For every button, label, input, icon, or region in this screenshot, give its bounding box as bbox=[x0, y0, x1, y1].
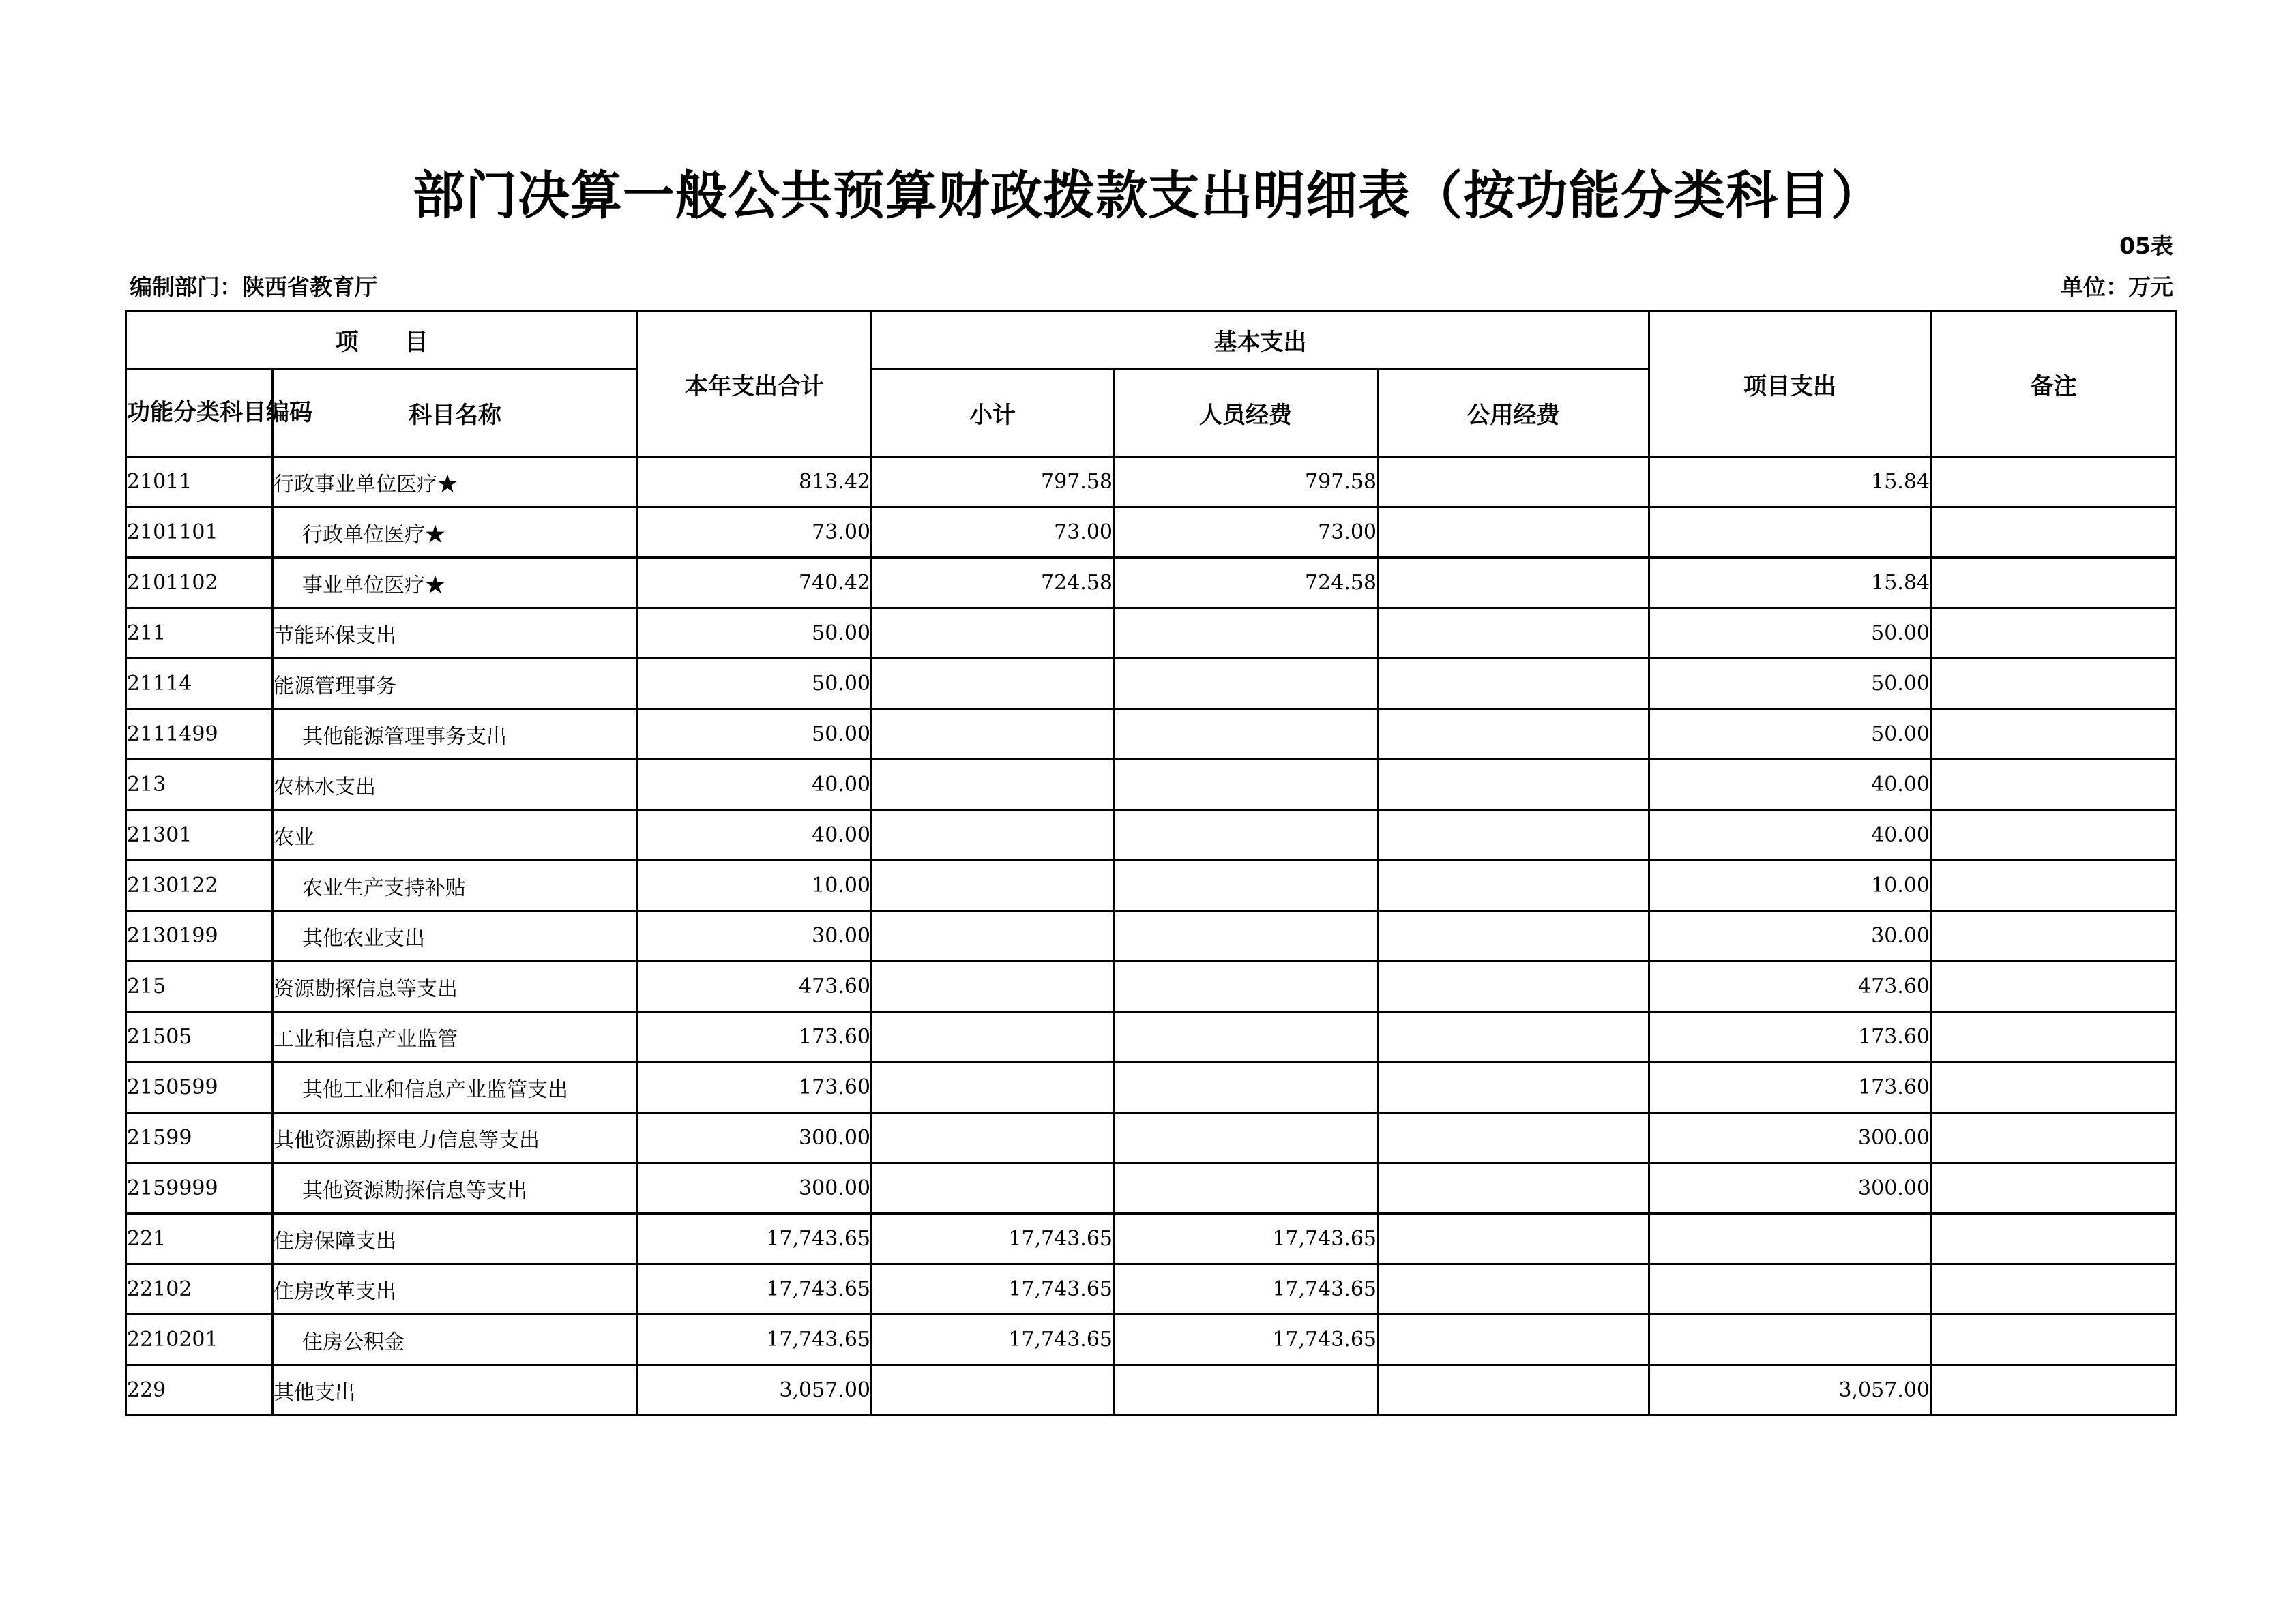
cell-project: 173.60 bbox=[1649, 1062, 1931, 1113]
cell-remark bbox=[1931, 911, 2177, 962]
cell-name: 其他支出 bbox=[273, 1365, 638, 1416]
table-row bbox=[126, 1012, 2177, 1062]
cell-total: 40.00 bbox=[638, 760, 872, 810]
cell-name: 节能环保支出 bbox=[273, 608, 638, 659]
cell-code: 21599 bbox=[126, 1113, 273, 1163]
cell-subtotal bbox=[872, 962, 1114, 1012]
header-code: 功能分类科目编码 bbox=[126, 369, 273, 457]
cell-project: 15.84 bbox=[1649, 558, 1931, 608]
cell-remark bbox=[1931, 1012, 2177, 1062]
cell-subtotal bbox=[872, 1062, 1114, 1113]
cell-name: 农业 bbox=[273, 810, 638, 861]
cell-remark bbox=[1931, 1365, 2177, 1416]
cell-name: 工业和信息产业监管 bbox=[273, 1012, 638, 1062]
cell-code: 211 bbox=[126, 608, 273, 659]
cell-subtotal bbox=[872, 861, 1114, 911]
cell-code: 21011 bbox=[126, 457, 273, 507]
cell-name: 住房保障支出 bbox=[273, 1214, 638, 1264]
cell-name: 农业生产支持补贴 bbox=[273, 861, 638, 911]
cell-personnel bbox=[1114, 861, 1378, 911]
cell-personnel bbox=[1114, 810, 1378, 861]
cell-public bbox=[1378, 760, 1649, 810]
cell-remark bbox=[1931, 659, 2177, 709]
cell-subtotal: 797.58 bbox=[872, 457, 1114, 507]
cell-personnel: 724.58 bbox=[1114, 558, 1378, 608]
cell-total: 17,743.65 bbox=[638, 1214, 872, 1264]
cell-name: 能源管理事务 bbox=[273, 659, 638, 709]
cell-code: 213 bbox=[126, 760, 273, 810]
cell-public bbox=[1378, 457, 1649, 507]
cell-total: 473.60 bbox=[638, 962, 872, 1012]
table-row bbox=[126, 709, 2177, 760]
cell-code: 2159999 bbox=[126, 1163, 273, 1214]
cell-personnel: 73.00 bbox=[1114, 507, 1378, 558]
cell-project: 50.00 bbox=[1649, 659, 1931, 709]
cell-personnel: 17,743.65 bbox=[1114, 1214, 1378, 1264]
cell-public bbox=[1378, 1163, 1649, 1214]
cell-total: 30.00 bbox=[638, 911, 872, 962]
cell-project: 15.84 bbox=[1649, 457, 1931, 507]
cell-name: 资源勘探信息等支出 bbox=[273, 962, 638, 1012]
cell-total: 17,743.65 bbox=[638, 1315, 872, 1365]
cell-code: 21301 bbox=[126, 810, 273, 861]
cell-public bbox=[1378, 507, 1649, 558]
cell-total: 173.60 bbox=[638, 1012, 872, 1062]
cell-personnel bbox=[1114, 962, 1378, 1012]
cell-code: 215 bbox=[126, 962, 273, 1012]
table-row bbox=[126, 911, 2177, 962]
cell-personnel bbox=[1114, 1062, 1378, 1113]
cell-public bbox=[1378, 1214, 1649, 1264]
cell-remark bbox=[1931, 1163, 2177, 1214]
table-row bbox=[126, 1315, 2177, 1365]
header-total: 本年支出合计 bbox=[638, 312, 872, 457]
cell-project: 50.00 bbox=[1649, 709, 1931, 760]
table-row bbox=[126, 1214, 2177, 1264]
cell-project: 300.00 bbox=[1649, 1163, 1931, 1214]
cell-name: 其他资源勘探信息等支出 bbox=[273, 1163, 638, 1214]
cell-personnel bbox=[1114, 1365, 1378, 1416]
cell-public bbox=[1378, 1012, 1649, 1062]
table-row bbox=[126, 1163, 2177, 1214]
cell-subtotal: 17,743.65 bbox=[872, 1315, 1114, 1365]
header-name: 科目名称 bbox=[273, 369, 638, 457]
cell-name: 住房改革支出 bbox=[273, 1264, 638, 1315]
cell-remark bbox=[1931, 1264, 2177, 1315]
cell-subtotal: 17,743.65 bbox=[872, 1264, 1114, 1315]
cell-public bbox=[1378, 608, 1649, 659]
cell-code: 2130199 bbox=[126, 911, 273, 962]
cell-personnel: 17,743.65 bbox=[1114, 1315, 1378, 1365]
cell-name: 行政事业单位医疗★ bbox=[273, 457, 638, 507]
compiling-department: 编制部门：陕西省教育厅 bbox=[130, 273, 377, 300]
table-row bbox=[126, 962, 2177, 1012]
cell-project: 50.00 bbox=[1649, 608, 1931, 659]
cell-public bbox=[1378, 861, 1649, 911]
cell-total: 40.00 bbox=[638, 810, 872, 861]
cell-personnel bbox=[1114, 608, 1378, 659]
cell-personnel bbox=[1114, 659, 1378, 709]
expenditure-table bbox=[125, 310, 2177, 1416]
cell-code: 2101102 bbox=[126, 558, 273, 608]
cell-project: 300.00 bbox=[1649, 1113, 1931, 1163]
cell-project: 30.00 bbox=[1649, 911, 1931, 962]
cell-project: 40.00 bbox=[1649, 810, 1931, 861]
cell-name: 农林水支出 bbox=[273, 760, 638, 810]
cell-name: 其他农业支出 bbox=[273, 911, 638, 962]
cell-public bbox=[1378, 558, 1649, 608]
header-subtotal: 小计 bbox=[872, 369, 1114, 457]
cell-personnel: 797.58 bbox=[1114, 457, 1378, 507]
cell-personnel: 17,743.65 bbox=[1114, 1264, 1378, 1315]
cell-total: 3,057.00 bbox=[638, 1365, 872, 1416]
cell-subtotal bbox=[872, 911, 1114, 962]
cell-subtotal bbox=[872, 1365, 1114, 1416]
cell-total: 300.00 bbox=[638, 1163, 872, 1214]
cell-remark bbox=[1931, 1062, 2177, 1113]
cell-total: 740.42 bbox=[638, 558, 872, 608]
table-row bbox=[126, 608, 2177, 659]
cell-public bbox=[1378, 659, 1649, 709]
cell-remark bbox=[1931, 457, 2177, 507]
cell-remark bbox=[1931, 1315, 2177, 1365]
cell-code: 2130122 bbox=[126, 861, 273, 911]
cell-remark bbox=[1931, 1214, 2177, 1264]
cell-subtotal bbox=[872, 760, 1114, 810]
cell-project: 173.60 bbox=[1649, 1012, 1931, 1062]
cell-project bbox=[1649, 507, 1931, 558]
cell-remark bbox=[1931, 507, 2177, 558]
table-number: 05表 bbox=[2119, 233, 2173, 259]
table-row bbox=[126, 760, 2177, 810]
cell-public bbox=[1378, 962, 1649, 1012]
cell-name: 其他资源勘探电力信息等支出 bbox=[273, 1113, 638, 1163]
header-item: 项 目 bbox=[126, 312, 638, 369]
cell-personnel bbox=[1114, 1113, 1378, 1163]
cell-project: 10.00 bbox=[1649, 861, 1931, 911]
cell-remark bbox=[1931, 709, 2177, 760]
currency-unit: 单位：万元 bbox=[2061, 273, 2173, 300]
header-public: 公用经费 bbox=[1378, 369, 1649, 457]
cell-total: 10.00 bbox=[638, 861, 872, 911]
table-row bbox=[126, 1062, 2177, 1113]
cell-public bbox=[1378, 709, 1649, 760]
table-row bbox=[126, 659, 2177, 709]
cell-code: 21505 bbox=[126, 1012, 273, 1062]
cell-remark bbox=[1931, 810, 2177, 861]
cell-remark bbox=[1931, 1113, 2177, 1163]
table-row bbox=[126, 1113, 2177, 1163]
cell-public bbox=[1378, 1264, 1649, 1315]
cell-public bbox=[1378, 1113, 1649, 1163]
cell-project: 3,057.00 bbox=[1649, 1365, 1931, 1416]
cell-subtotal bbox=[872, 1113, 1114, 1163]
cell-remark bbox=[1931, 861, 2177, 911]
cell-public bbox=[1378, 1062, 1649, 1113]
cell-name: 其他能源管理事务支出 bbox=[273, 709, 638, 760]
cell-subtotal bbox=[872, 810, 1114, 861]
cell-project bbox=[1649, 1214, 1931, 1264]
cell-remark bbox=[1931, 962, 2177, 1012]
header-project-expenditure: 项目支出 bbox=[1649, 312, 1931, 457]
cell-code: 2111499 bbox=[126, 709, 273, 760]
cell-project bbox=[1649, 1264, 1931, 1315]
cell-public bbox=[1378, 810, 1649, 861]
cell-remark bbox=[1931, 760, 2177, 810]
cell-total: 50.00 bbox=[638, 709, 872, 760]
cell-personnel bbox=[1114, 1163, 1378, 1214]
cell-subtotal: 73.00 bbox=[872, 507, 1114, 558]
cell-code: 2101101 bbox=[126, 507, 273, 558]
header-personnel: 人员经费 bbox=[1114, 369, 1378, 457]
cell-subtotal: 724.58 bbox=[872, 558, 1114, 608]
cell-code: 2150599 bbox=[126, 1062, 273, 1113]
cell-total: 300.00 bbox=[638, 1113, 872, 1163]
table-row bbox=[126, 861, 2177, 911]
cell-subtotal: 17,743.65 bbox=[872, 1214, 1114, 1264]
cell-total: 813.42 bbox=[638, 457, 872, 507]
table-row bbox=[126, 507, 2177, 558]
cell-personnel bbox=[1114, 709, 1378, 760]
cell-personnel bbox=[1114, 1012, 1378, 1062]
cell-project bbox=[1649, 1315, 1931, 1365]
cell-name: 行政单位医疗★ bbox=[273, 507, 638, 558]
table-row bbox=[126, 558, 2177, 608]
cell-code: 2210201 bbox=[126, 1315, 273, 1365]
cell-name: 其他工业和信息产业监管支出 bbox=[273, 1062, 638, 1113]
page-title: 部门决算一般公共预算财政拨款支出明细表（按功能分类科目） bbox=[413, 165, 1883, 226]
cell-code: 221 bbox=[126, 1214, 273, 1264]
cell-code: 229 bbox=[126, 1365, 273, 1416]
cell-public bbox=[1378, 1315, 1649, 1365]
cell-total: 173.60 bbox=[638, 1062, 872, 1113]
cell-code: 21114 bbox=[126, 659, 273, 709]
header-remark: 备注 bbox=[1931, 312, 2177, 457]
cell-personnel bbox=[1114, 911, 1378, 962]
cell-total: 17,743.65 bbox=[638, 1264, 872, 1315]
cell-subtotal bbox=[872, 1163, 1114, 1214]
cell-subtotal bbox=[872, 659, 1114, 709]
table-row bbox=[126, 1264, 2177, 1315]
cell-subtotal bbox=[872, 1012, 1114, 1062]
cell-name: 事业单位医疗★ bbox=[273, 558, 638, 608]
table-row bbox=[126, 810, 2177, 861]
cell-project: 40.00 bbox=[1649, 760, 1931, 810]
cell-name: 住房公积金 bbox=[273, 1315, 638, 1365]
cell-subtotal bbox=[872, 608, 1114, 659]
cell-total: 73.00 bbox=[638, 507, 872, 558]
cell-code: 22102 bbox=[126, 1264, 273, 1315]
cell-remark bbox=[1931, 608, 2177, 659]
table-row bbox=[126, 1365, 2177, 1416]
cell-personnel bbox=[1114, 760, 1378, 810]
cell-total: 50.00 bbox=[638, 659, 872, 709]
cell-remark bbox=[1931, 558, 2177, 608]
header-basic-expenditure: 基本支出 bbox=[872, 312, 1649, 369]
cell-subtotal bbox=[872, 709, 1114, 760]
cell-project: 473.60 bbox=[1649, 962, 1931, 1012]
table-row bbox=[126, 457, 2177, 507]
cell-public bbox=[1378, 1365, 1649, 1416]
cell-public bbox=[1378, 911, 1649, 962]
cell-total: 50.00 bbox=[638, 608, 872, 659]
